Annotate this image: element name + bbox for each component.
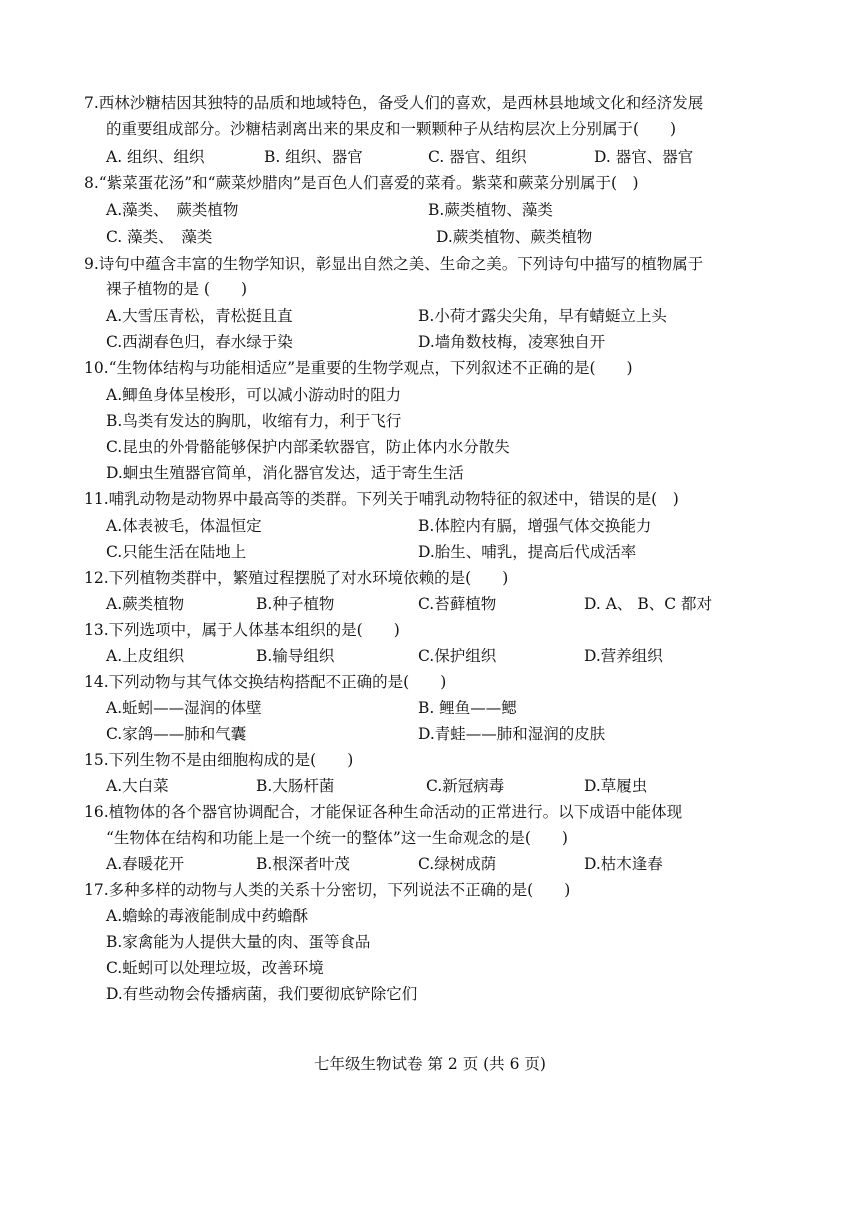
question-13-option-a: A.上皮组织 xyxy=(106,647,185,665)
question-15-option-b: B.大肠杆菌 xyxy=(256,777,335,795)
question-10-option-b: B.鸟类有发达的胸肌，收缩有力，利于飞行 xyxy=(106,412,402,430)
question-8-option-c: C. 藻类、 藻类 xyxy=(106,228,213,246)
question-10-text: 10.“生物体结构与功能相适应”是重要的生物学观点，下列叙述不正确的是( ) xyxy=(84,359,633,377)
question-11-text: 11.哺乳动物是动物界中最高等的类群。下列关于哺乳动物特征的叙述中，错误的是( ) xyxy=(84,490,679,508)
question-13-option-d: D.营养组织 xyxy=(584,647,663,665)
question-7-option-c: C. 器官、组织 xyxy=(428,148,527,166)
question-9-option-b: B.小荷才露尖尖角，早有蜻蜓立上头 xyxy=(418,307,667,325)
question-17-option-a: A.蟾蜍的毒液能制成中药蟾酥 xyxy=(106,907,309,925)
question-15-option-c: C.新冠病毒 xyxy=(426,777,505,795)
question-11-option-d: D.胎生、哺乳，提高后代成活率 xyxy=(418,543,637,561)
question-14-option-c: C.家鸽——肺和气囊 xyxy=(106,725,247,743)
question-16-text: 16.植物体的各个器官协调配合，才能保证各种生命活动的正常进行。以下成语中能体现 xyxy=(84,803,683,821)
question-12-option-c: C.苔藓植物 xyxy=(418,595,497,613)
question-15-option-d: D.草履虫 xyxy=(584,777,648,795)
question-9-option-c: C.西湖春色归，春水绿于染 xyxy=(106,333,293,351)
question-7-option-a: A. 组织、组织 xyxy=(106,148,205,166)
question-7-option-d: D. 器官、器官 xyxy=(594,148,694,166)
question-17-option-d: D.有些动物会传播病菌，我们要彻底铲除它们 xyxy=(106,985,418,1003)
question-8-option-b: B.蕨类植物、藻类 xyxy=(428,201,553,219)
question-12-option-b: B.种子植物 xyxy=(256,595,335,613)
question-10-option-d: D.蛔虫生殖器官简单，消化器官发达，适于寄生生活 xyxy=(106,464,464,482)
question-9-option-a: A.大雪压青松，青松挺且直 xyxy=(106,307,293,325)
question-14-text: 14.下列动物与其气体交换结构搭配不正确的是( ) xyxy=(84,673,447,691)
question-15-option-a: A.大白菜 xyxy=(106,777,169,795)
question-14-option-b: B. 鲤鱼——鳃 xyxy=(418,699,517,717)
question-8-option-a: A.藻类、 蕨类植物 xyxy=(106,201,239,219)
page-footer: 七年级生物试卷 第 2 页 (共 6 页) xyxy=(314,1055,546,1073)
question-12-option-d: D. A、 B、C 都对 xyxy=(584,595,713,613)
question-17-text: 17.多种多样的动物与人类的关系十分密切，下列说法不正确的是( ) xyxy=(84,881,571,899)
question-14-option-a: A.蚯蚓——湿润的体壁 xyxy=(106,699,262,717)
question-7-option-b: B. 组织、器官 xyxy=(264,148,363,166)
question-13-option-b: B.输导组织 xyxy=(256,647,335,665)
question-14-option-d: D.青蛙——肺和湿润的皮肤 xyxy=(418,725,606,743)
question-8-option-d: D.蕨类植物、蕨类植物 xyxy=(436,228,593,246)
question-9-text-cont: 裸子植物的是 ( ) xyxy=(106,280,248,298)
question-8-text: 8.“紫菜蛋花汤”和“蕨菜炒腊肉”是百色人们喜爱的菜肴。紫菜和蕨菜分别属于( ) xyxy=(84,174,639,192)
question-13-text: 13.下列选项中，属于人体基本组织的是( ) xyxy=(84,621,400,639)
question-7-text: 7.西林沙糖桔因其独特的品质和地域特色，备受人们的喜欢，是西林县地域文化和经济发展 xyxy=(84,94,704,112)
question-16-option-d: D.枯木逢春 xyxy=(584,855,663,873)
question-16-option-a: A.春暖花开 xyxy=(106,855,185,873)
question-15-text: 15.下列生物不是由细胞构成的是( ) xyxy=(84,751,354,769)
question-17-option-b: B.家禽能为人提供大量的肉、蛋等食品 xyxy=(106,933,371,951)
question-16-option-b: B.根深者叶茂 xyxy=(256,855,350,873)
question-13-option-c: C.保护组织 xyxy=(418,647,497,665)
question-16-text-cont: “生物体在结构和功能上是一个统一的整体”这一生命观念的是( ) xyxy=(106,829,568,847)
question-7-text-cont: 的重要组成部分。沙糖桔剥离出来的果皮和一颗颗种子从结构层次上分别属于( ) xyxy=(106,120,677,138)
question-11-option-a: A.体表被毛，体温恒定 xyxy=(106,517,262,535)
question-9-text: 9.诗句中蕴含丰富的生物学知识，彰显出自然之美、生命之美。下列诗句中描写的植物属于 xyxy=(84,255,704,273)
question-11-option-c: C.只能生活在陆地上 xyxy=(106,543,247,561)
question-16-option-c: C.绿树成荫 xyxy=(418,855,497,873)
question-12-text: 12.下列植物类群中，繁殖过程摆脱了对水环境依赖的是( ) xyxy=(84,569,509,587)
question-12-option-a: A.蕨类植物 xyxy=(106,595,185,613)
question-17-option-c: C.蚯蚓可以处理垃圾，改善环境 xyxy=(106,959,324,977)
question-10-option-a: A.鲫鱼身体呈梭形，可以减小游动时的阻力 xyxy=(106,386,402,404)
question-9-option-d: D.墙角数枝梅，凌寒独自开 xyxy=(418,333,606,351)
question-10-option-c: C.昆虫的外骨骼能够保护内部柔软器官，防止体内水分散失 xyxy=(106,438,510,456)
question-11-option-b: B.体腔内有膈，增强气体交换能力 xyxy=(418,517,652,535)
